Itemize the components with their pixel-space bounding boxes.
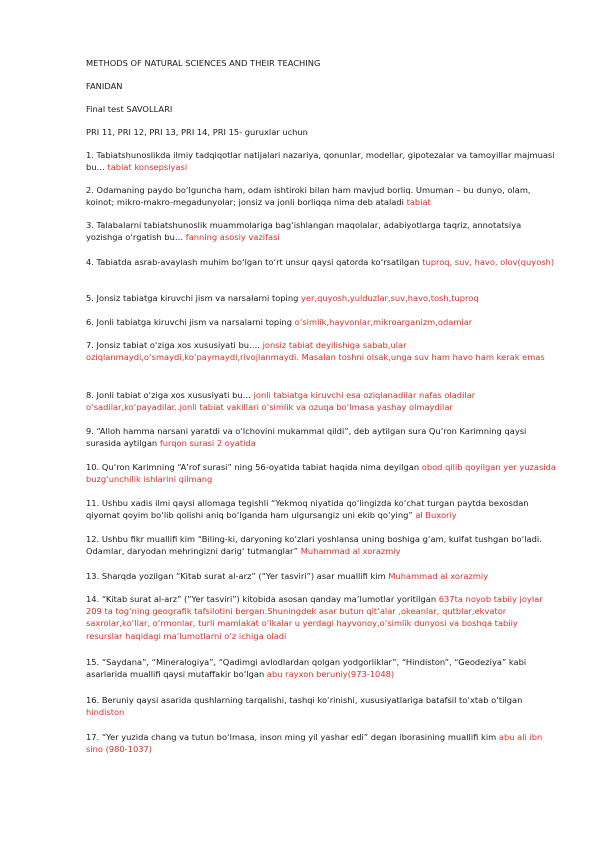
question-text: 6. Jonli tabiatga kiruvchi jism va narsalarni toping bbox=[86, 317, 292, 327]
question-text: 17. “Yer yuzida chang va tutun bo‘lmasa, inson ming yil yashar edi” degan iborasining muallifi kim bbox=[86, 732, 497, 742]
answer-text: tabiat bbox=[406, 197, 431, 208]
question-text: 9. “Alloh hamma narsani yaratdi va o‘lchovini mukammal qildi”, deb aytilgan sura Qu’ron Karimning qaysi surasida aytilgan bbox=[86, 426, 527, 449]
question-text: 4. Tabiatda asrab-avaylash muhim bo‘lgan to‘rt unsur qaysi qatorda ko‘rsatilgan bbox=[86, 257, 420, 267]
question-item bbox=[86, 461, 556, 485]
document-title: METHODS OF NATURAL SCIENCES AND THEIR TEACHING bbox=[86, 58, 321, 68]
answer-text: furqon surasi 2 oyatida bbox=[159, 438, 256, 449]
question-text: 10. Qu‘ron Karimning “A’rof surasi” ning 56-oyatida tabiat haqida nima deyilgan bbox=[86, 462, 420, 472]
question-item bbox=[86, 570, 556, 582]
question-text: 8. Jonli tabiat o‘ziga xos xususiyati bu… bbox=[86, 390, 251, 400]
question-text: 2. Odamaning paydo bo‘lguncha ham, odam ishtiroki bilan ham mavjud borliq. Umuman – bu dunyo, olam, koinot; mikro-makro-megadunyolar; jonsiz va jonli borliqqa nima deb ataladi bbox=[86, 185, 531, 208]
question-item bbox=[86, 656, 556, 680]
answer-text: o‘simlik,hayvonlar,mikroarganizm,odamlar bbox=[294, 317, 473, 327]
question-item bbox=[86, 593, 556, 642]
question-text: 16. Beruniy qaysi asarida qushlarning tarqalishi, tashqi ko‘rinishi, xususiyatlariga batafsil to‘xtab o‘tilgan bbox=[86, 695, 523, 705]
question-text: 14. “Kitab surat al-arz” (“Yer tasviri”) kitobida asosan qanday ma’lumotlar yoritilgan bbox=[86, 594, 437, 604]
document-subtitle: FANIDAN bbox=[86, 81, 123, 91]
question-item bbox=[86, 425, 556, 449]
answer-text: abu rayxon beruniy(973-1048) bbox=[266, 669, 395, 680]
question-item bbox=[86, 292, 556, 304]
answer-text: 637ta noyob tabiiy joylar 209 ta tog‘ning geografik tafsilotini bergan.Shuningdek asar butun qit‘alar ,okeanlar, qutblar,ekvator saxrolar,ko‘llar, o‘rmonlar, turli mamlakat o‘lkalar u yerdagi hayvonoy,o‘simlik dunyosi va boshqa tabiiy resurslar haqidagi ma‘lumotlarni o‘z ichiga oladi bbox=[86, 594, 543, 641]
answer-text: abu ali ibn sino (980-1037) bbox=[86, 732, 543, 755]
question-text: 13. Sharqda yozilgan “Kitab surat al-arz” (“Yer tasviri”) asar muallifi kim bbox=[86, 571, 386, 581]
question-text: 11. Ushbu xadis ilmi qaysi allomaga tegishli “Yekmoq niyatida qo‘lingizda ko‘chat turgan paytda bexosdan qiyomat qoyim bo‘lib qolishi aniq bo‘lganda ham ulgursangiz uni ekib qo‘ying” bbox=[86, 498, 529, 521]
question-text: 3. Talabalarni tabiatshunoslik muammolariga bag‘ishlangan maqolalar, adabiyotlarga taqriz, annotatsiya yozishga o‘rgatish bu… bbox=[86, 220, 522, 243]
answer-text: jonsiz tabiat deyilishiga sabab,ular oziqlanmaydi,o‘smaydi,ko‘paymaydi,rivojlanmaydi. Masalan toshni olsak,unga suv ham havo ham kerak emas bbox=[86, 340, 545, 363]
answer-text: Muhammad al xorazmiy bbox=[388, 571, 489, 581]
answer-text: obod qilib qoyilgan yer yuzasida buzg‘unchilik ishlarini qilmang bbox=[86, 462, 556, 485]
answer-text: tuproq, suv, havo, olov(quyosh) bbox=[422, 257, 555, 267]
question-text: 5. Jonsiz tabiatga kiruvchi jism va narsalarni toping bbox=[86, 293, 299, 303]
answer-text: tabiat konsepsiyasi bbox=[107, 162, 188, 173]
question-text: 12. Ushbu fikr muallifi kim “Biling-ki, daryoning ko‘zlari yoshlansa uning boshiga g‘am, kulfat tushgan bo‘ladi. Odamlar, daryodan mehringizni darig‘ tutmanglar” bbox=[86, 534, 542, 557]
question-item bbox=[86, 316, 556, 328]
question-item bbox=[86, 339, 556, 363]
question-item bbox=[86, 389, 556, 413]
answer-text: hindiston bbox=[86, 707, 125, 718]
test-heading: Final test SAVOLLARI bbox=[86, 104, 173, 114]
answer-text: yer,quyosh,yulduzlar,suv,havo,tosh,tuproq bbox=[301, 293, 479, 303]
question-item bbox=[86, 184, 556, 208]
question-text: 15. “Saydana”, “Mineralogiya”, “Qadimgi avlodlardan qolgan yodgorliklar”, “Hindiston”, “Geodeziya” kabi asarlarida muallifi qaysi mutaffakir bo‘lgan bbox=[86, 657, 527, 680]
answer-text: jonli tabiatga kiruvchi esa oziqlanadilar nafas oladilar o‘sadilar,ko‘payadilar..jonli tabiat vakillari o‘simlik va ozuqa bo‘lmasa yashay olmaydilar bbox=[86, 390, 476, 413]
question-item bbox=[86, 219, 556, 243]
question-item bbox=[86, 694, 556, 718]
question-text: 1. Tabiatshunoslikda ilmiy tadqiqotlar natijalari nazariya, qonunlar, modellar, gipotezalar va tamoyillar majmuasi bu… bbox=[86, 150, 555, 173]
question-item bbox=[86, 256, 556, 268]
answer-text: al Buxoriy bbox=[415, 510, 457, 521]
question-item bbox=[86, 731, 556, 755]
groups-line: PRI 11, PRI 12, PRI 13, PRI 14, PRI 15- guruxlar uchun bbox=[86, 127, 308, 137]
question-item bbox=[86, 533, 556, 557]
question-text: 7. Jonsiz tabiat o‘ziga xos xususiyati bu…. bbox=[86, 340, 260, 350]
answer-text: Muhammad al xorazmiy bbox=[300, 546, 401, 557]
question-item bbox=[86, 497, 556, 521]
answer-text: fanning asosiy vazifasi bbox=[185, 232, 280, 243]
question-item bbox=[86, 149, 556, 173]
